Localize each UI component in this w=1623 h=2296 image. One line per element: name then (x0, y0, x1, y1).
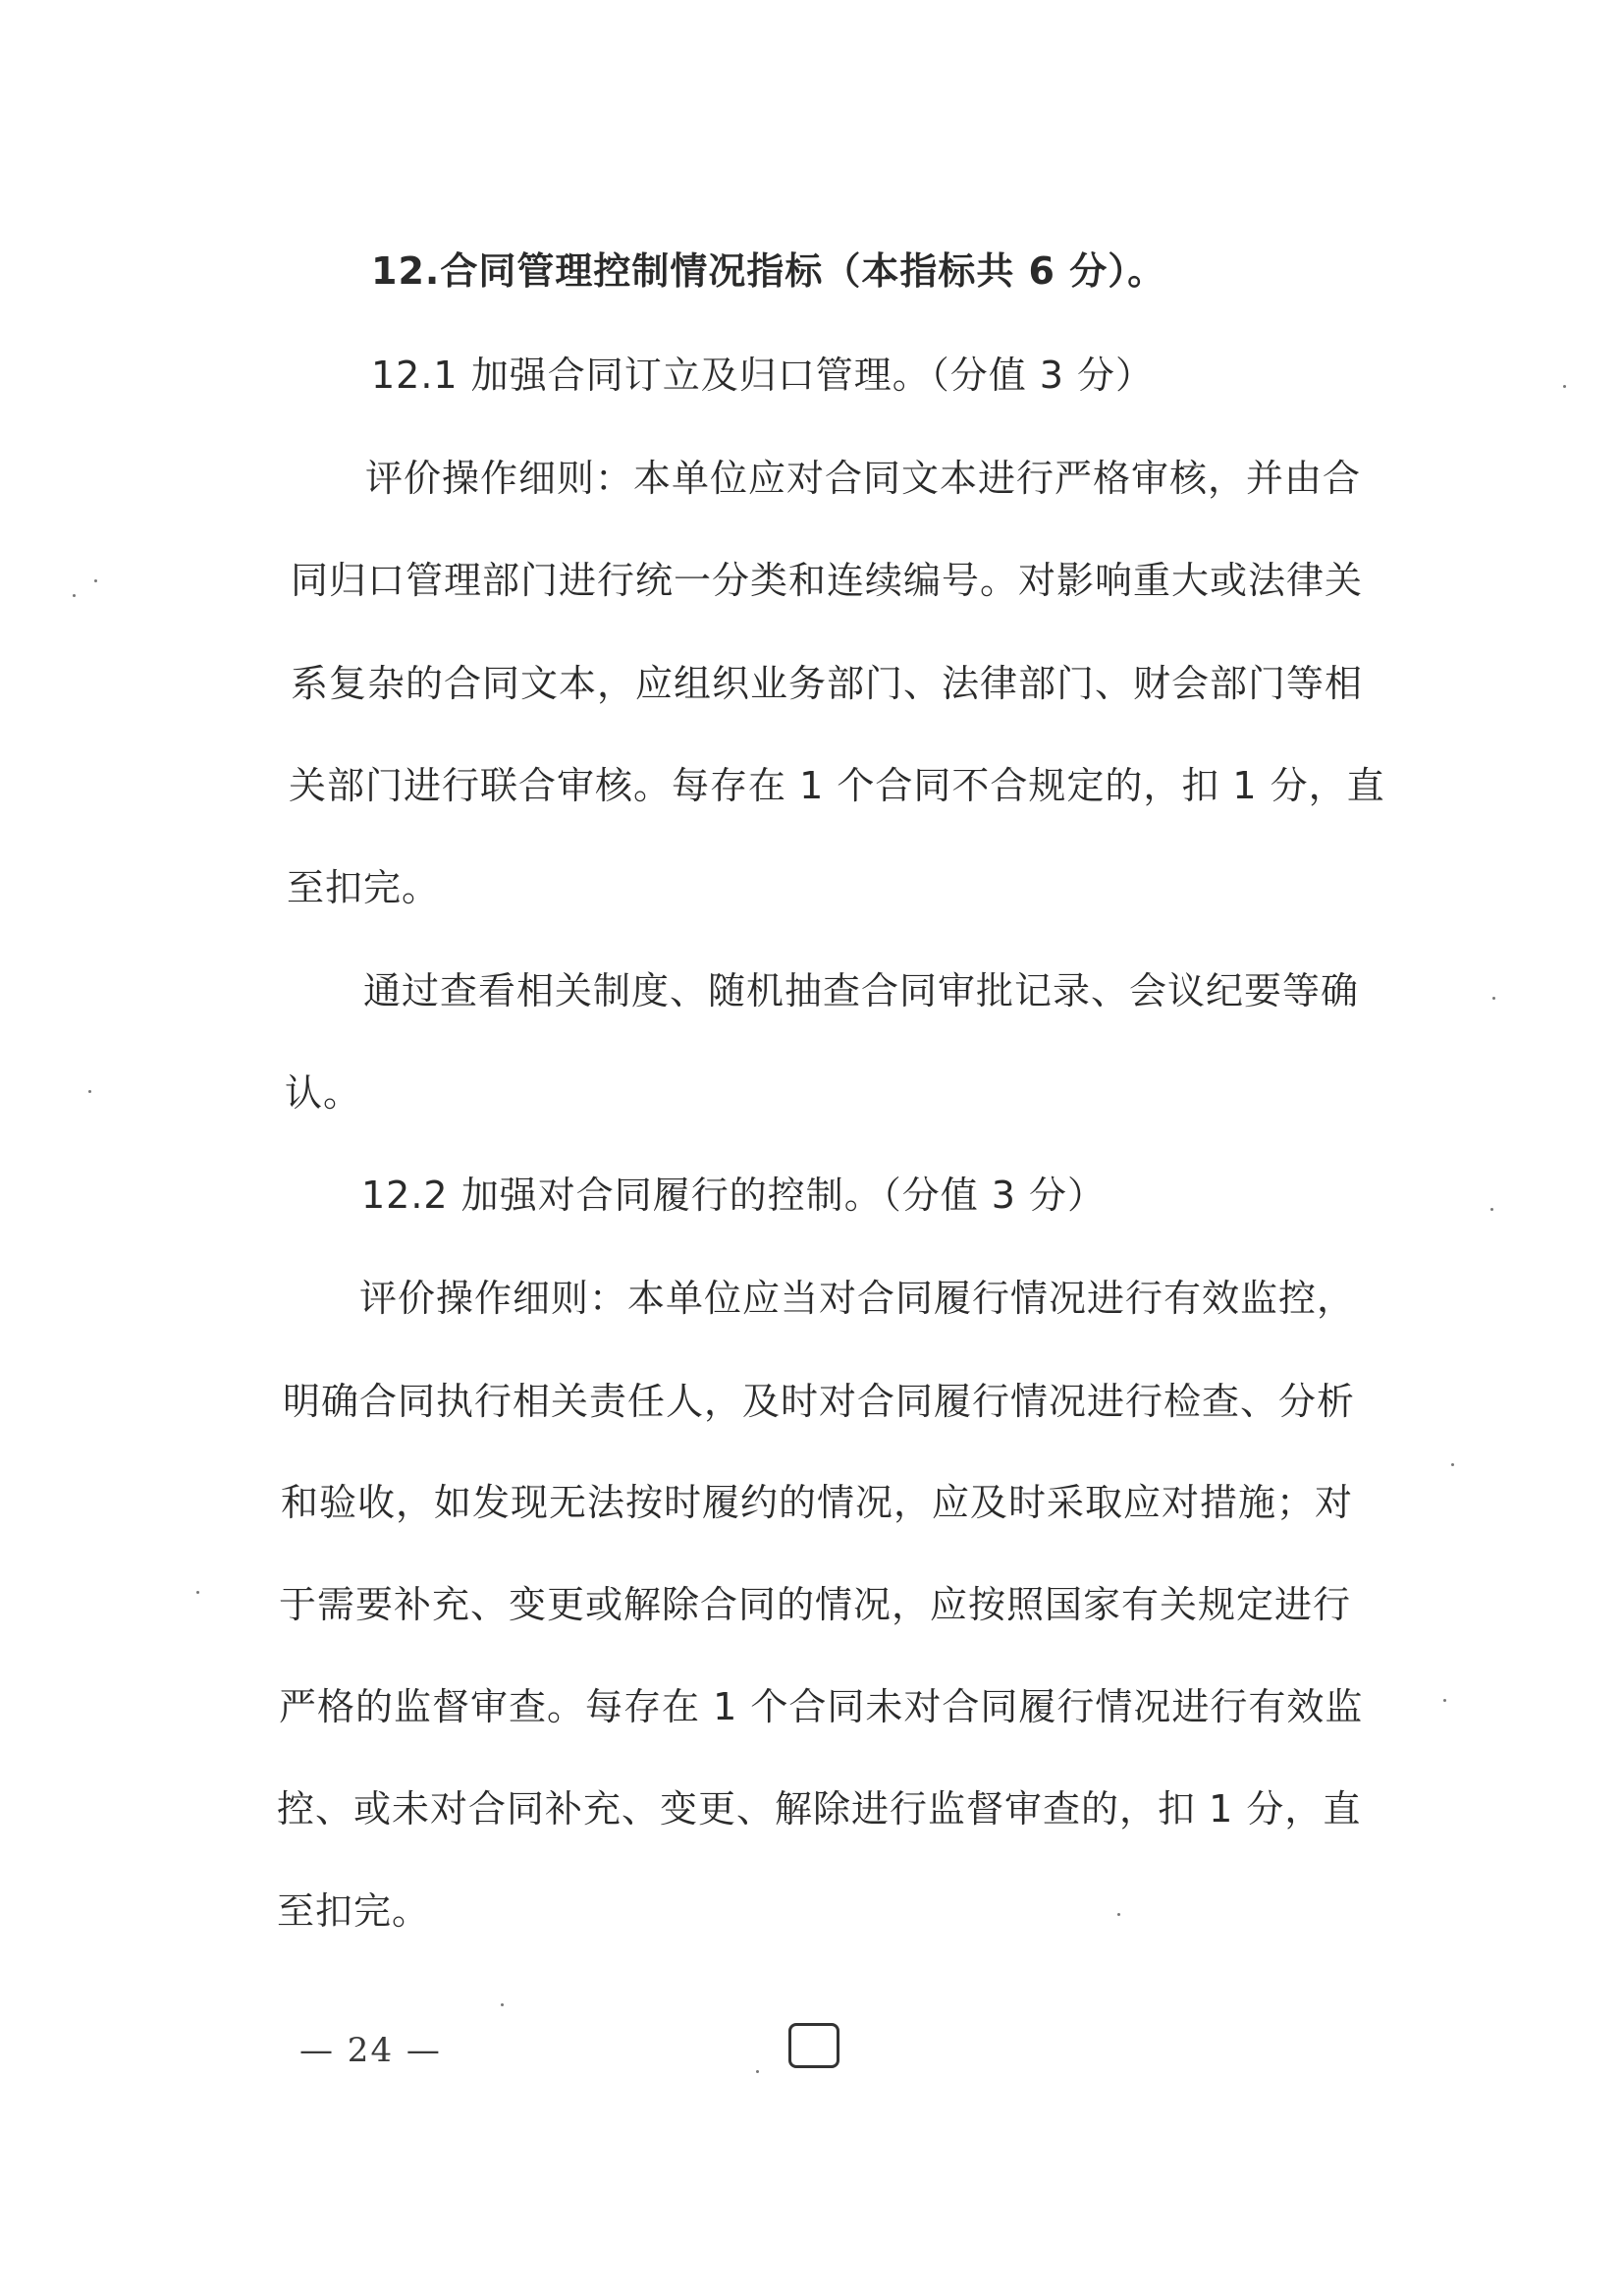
page-number: — 24 — (299, 2031, 442, 2070)
scan-speck (73, 594, 76, 597)
section1-line-5: 至扣完。 (287, 866, 441, 909)
section2-title: 12.2 加强对合同履行的控制。（分值 3 分） (361, 1174, 1107, 1217)
scan-speck (1451, 1463, 1454, 1466)
section2-line-6: 控、或未对合同补充、变更、解除进行监督审查的，扣 1 分，直 (277, 1787, 1362, 1831)
section2-line-2: 明确合同执行相关责任人，及时对合同履行情况进行检查、分析 (283, 1380, 1356, 1423)
section2-line-3: 和验收，如发现无法按时履约的情况，应及时采取应对措施；对 (281, 1481, 1354, 1524)
section1-line-2: 同归口管理部门进行统一分类和连续编号。对影响重大或法律关 (291, 559, 1364, 602)
section2-line-1: 评价操作细则：本单位应当对合同履行情况进行有效监控， (359, 1277, 1356, 1320)
page-box-mark (788, 2023, 839, 2068)
section1-line-4: 关部门进行联合审核。每存在 1 个合同不合规定的，扣 1 分，直 (289, 764, 1385, 807)
scan-speck (94, 579, 97, 582)
scan-speck (1563, 385, 1566, 388)
section1-line-3: 系复杂的合同文本，应组织业务部门、法律部门、财会部门等相 (291, 662, 1364, 705)
section1-line-1: 评价操作细则：本单位应对合同文本进行严格审核，并由合 (365, 457, 1362, 500)
section1-check-line-1: 通过查看相关制度、随机抽查合同审批记录、会议纪要等确 (363, 969, 1360, 1012)
section2-line-5: 严格的监督审查。每存在 1 个合同未对合同履行情况进行有效监 (279, 1685, 1364, 1728)
scan-speck (196, 1591, 199, 1594)
scan-speck (1490, 1208, 1493, 1211)
section1-title: 12.1 加强合同订立及归口管理。（分值 3 分） (371, 354, 1155, 397)
section-heading: 12.合同管理控制情况指标（本指标共 6 分）。 (371, 249, 1166, 293)
scan-speck (1492, 997, 1495, 1000)
scan-speck (756, 2070, 759, 2073)
scan-speck (1443, 1699, 1446, 1702)
scan-speck (501, 2003, 504, 2006)
scan-speck (88, 1090, 91, 1093)
section2-line-7: 至扣完。 (277, 1889, 431, 1933)
section1-check-line-2: 认。 (285, 1071, 362, 1115)
section2-line-4: 于需要补充、变更或解除合同的情况，应按照国家有关规定进行 (279, 1583, 1352, 1626)
scan-speck (1117, 1913, 1120, 1916)
